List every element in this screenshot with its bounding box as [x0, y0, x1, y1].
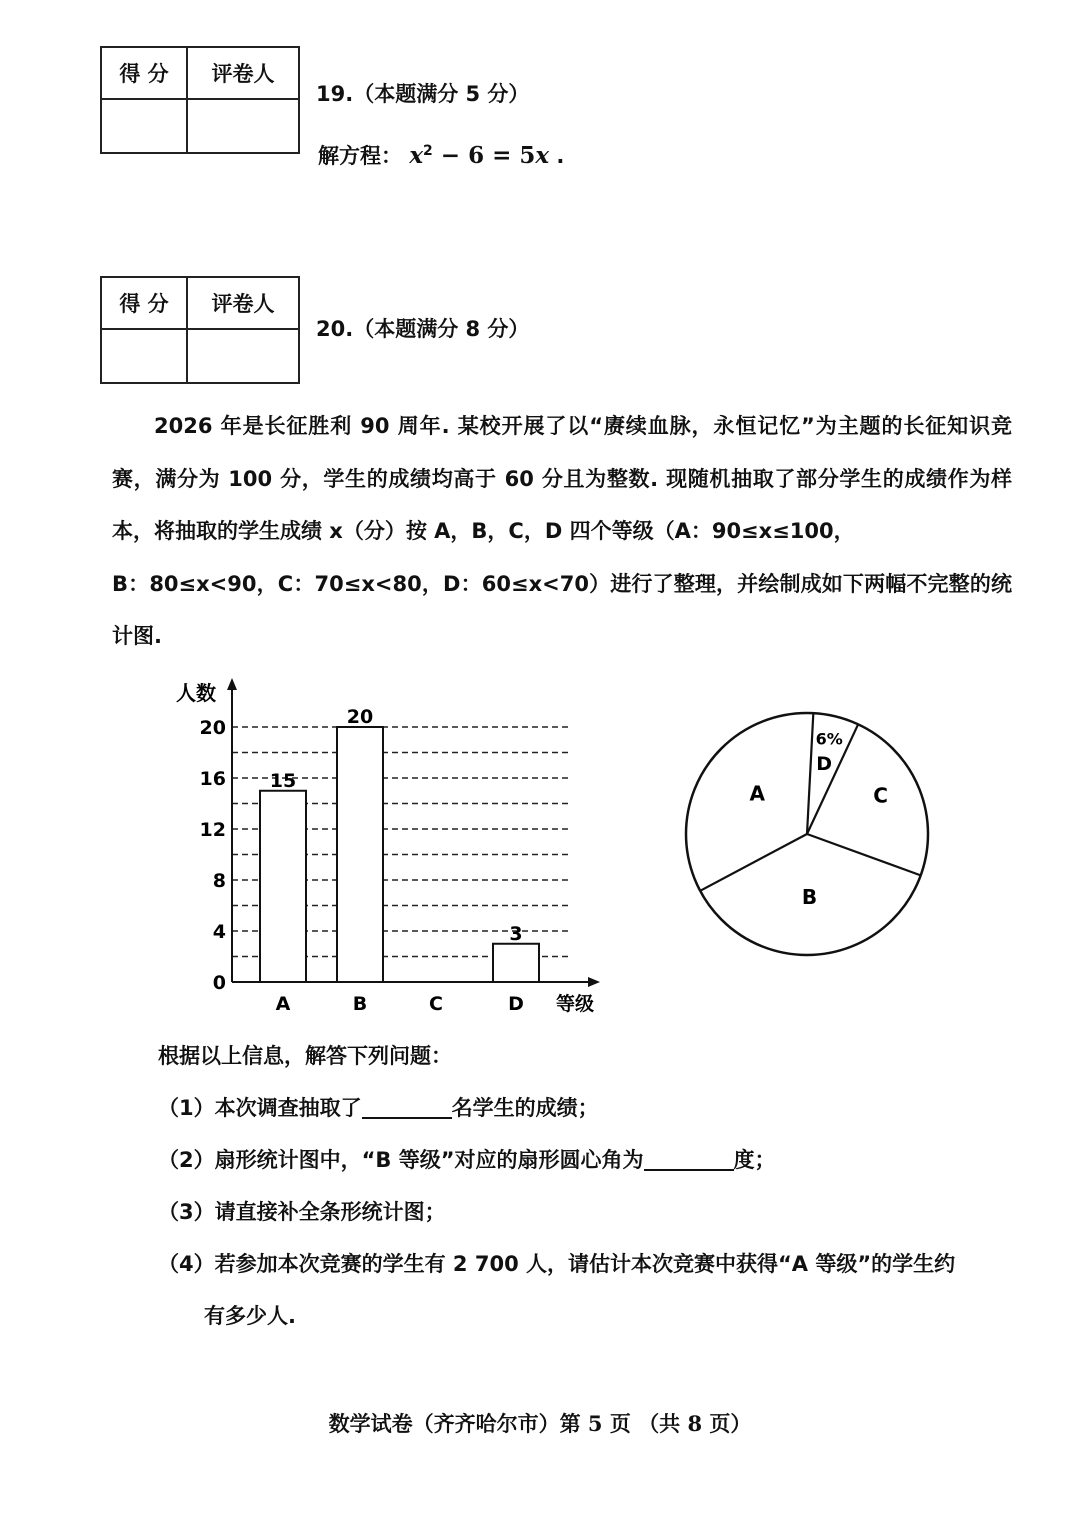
q20-paragraph	[112, 400, 1012, 663]
bar	[260, 791, 306, 982]
x-axis-arrow	[588, 977, 600, 987]
q19-equation	[318, 140, 564, 170]
x-tick-label: B	[352, 993, 368, 1015]
bar	[337, 727, 383, 982]
pie-label-a: A	[749, 781, 765, 806]
x-axis-label: 等级	[556, 993, 595, 1015]
q20-heading: 20.（本题满分 8 分）	[316, 317, 530, 341]
q20-item-4-cont: 有多少人.	[204, 1304, 296, 1328]
eq-var-x: x	[409, 142, 424, 169]
q20-item-2	[158, 1134, 1018, 1186]
x-tick-label: C	[429, 993, 443, 1015]
score-cell[interactable]	[101, 99, 187, 153]
bar-value-label: 20	[346, 706, 374, 728]
score-box-q20	[100, 276, 300, 384]
pie-chart	[672, 704, 942, 974]
q20-item-1	[158, 1082, 1018, 1134]
q20-item-3: （3）请直接补全条形统计图；	[158, 1200, 446, 1224]
x-tick-label: A	[275, 993, 291, 1015]
score-box-q19	[100, 46, 300, 154]
y-tick-label: 8	[212, 870, 226, 892]
grader-header: 评卷人	[187, 277, 299, 329]
score-cell[interactable]	[101, 329, 187, 383]
grader-cell[interactable]	[187, 99, 299, 153]
pie-label-d: D	[816, 753, 832, 776]
q19-heading: 19.（本题满分 5 分）	[316, 82, 530, 106]
score-header: 得 分	[101, 47, 187, 99]
q20-item-1-prefix: （1）本次调查抽取了	[158, 1096, 362, 1120]
bar-chart	[170, 670, 610, 1020]
answer-blank-1[interactable]	[362, 1091, 452, 1119]
y-tick-label: 12	[199, 819, 226, 841]
q20-item-2-prefix: （2）扇形统计图中，“B 等级”对应的扇形圆心角为	[158, 1148, 644, 1172]
q20-paragraph-line2: B：80≤x<90，C：70≤x<80，D：60≤x<70）进行了整理，并绘制成如下两幅不完整的统计图.	[112, 571, 1012, 648]
q19-instruction: 解方程：	[318, 144, 402, 168]
bar-value-label: 3	[509, 922, 523, 945]
bar	[493, 944, 539, 982]
pie-label-c: C	[873, 783, 888, 808]
q20-questions	[158, 1030, 1018, 1342]
page-footer: 数学试卷（齐齐哈尔市）第 5 页 （共 8 页）	[328, 1411, 752, 1436]
q20-item-1-suffix: 名学生的成绩；	[451, 1096, 599, 1120]
pie-label-b: B	[801, 884, 818, 909]
q20-paragraph-line1: 2026 年是长征胜利 90 周年. 某校开展了以“赓续血脉，永恒记忆”为主题的长征知识竞赛，满分为 100 分，学生的成绩均高于 60 分且为整数. 现随机抽取了部分学生的成绩作为样本，将抽取的学生成绩 x（分）按 A，B，C，D 四个等级（A：90≤x≤100，	[112, 414, 1012, 543]
eq-var-x2: x	[535, 142, 550, 169]
grader-header: 评卷人	[187, 47, 299, 99]
y-tick-label: 0	[212, 972, 226, 994]
q20-item-4: （4）若参加本次竞赛的学生有 2 700 人，请估计本次竞赛中获得“A 等级”的学生约	[158, 1252, 956, 1276]
answer-blank-2[interactable]	[644, 1143, 734, 1171]
y-tick-label: 16	[199, 768, 226, 790]
y-tick-label: 20	[199, 717, 226, 739]
q20-intro: 根据以上信息，解答下列问题：	[158, 1044, 452, 1068]
eq-exponent: 2	[423, 143, 433, 159]
q20-item-2-suffix: 度；	[733, 1148, 776, 1172]
y-axis-label: 人数	[176, 681, 216, 705]
y-tick-label: 4	[212, 921, 226, 943]
eq-middle: − 6 = 5	[432, 142, 536, 169]
bar-value-label: 15	[269, 769, 297, 792]
eq-end: .	[549, 144, 565, 168]
grader-cell[interactable]	[187, 329, 299, 383]
x-tick-label: D	[508, 993, 524, 1015]
y-axis-arrow	[227, 678, 237, 690]
pie-d-percent: 6%	[815, 729, 843, 749]
score-header: 得 分	[101, 277, 187, 329]
